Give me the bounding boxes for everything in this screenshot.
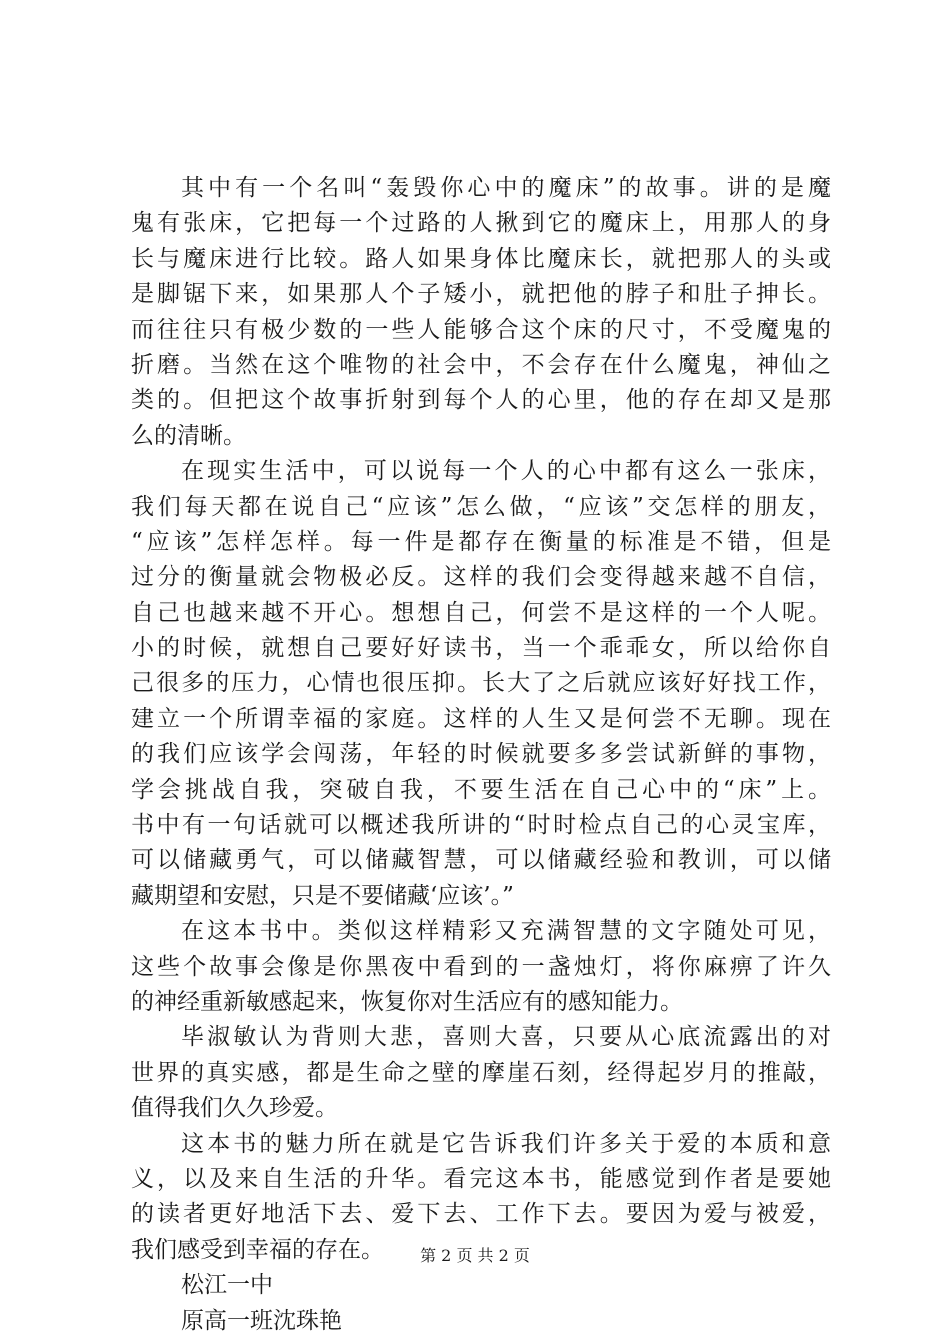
text-line: 可以储藏勇气，可以储藏智慧，可以储藏经验和教训，可以储 <box>131 847 831 874</box>
text-line: “应该”怎样怎样。每一件是都存在衡量的标准是不错，但是 <box>131 528 831 555</box>
text-line: 学会挑战自我，突破自我，不要生活在自己心中的“床”上。 <box>131 776 831 803</box>
text-line: 是脚锯下来，如果那人个子矮小，就把他的脖子和肚子抻长。 <box>131 281 831 308</box>
text-line: 过分的衡量就会物极必反。这样的我们会变得越来越不自信， <box>131 564 831 591</box>
page-footer: 第 2 页 共 2 页 <box>420 1246 530 1265</box>
document-body <box>131 171 831 1339</box>
text-line: 折磨。当然在这个唯物的社会中，不会存在什么魔鬼，神仙之 <box>131 351 831 378</box>
text-line: 建立一个所谓幸福的家庭。这样的人生又是何尝不无聊。现在 <box>131 705 831 732</box>
text-line: 的我们应该学会闯荡，年轻的时候就要多多尝试新鲜的事物， <box>131 741 831 768</box>
text-line: 世界的真实感，都是生命之壁的摩崖石刻，经得起岁月的推敲， <box>131 1059 831 1086</box>
text-line: 其中有一个名叫“轰毁你心中的魔床”的故事。讲的是魔 <box>181 175 831 201</box>
text-line: 松江一中 <box>181 1272 273 1299</box>
text-line: 原高一班沈珠艳 <box>181 1307 342 1334</box>
text-line: 义，以及来自生活的升华。看完这本书，能感觉到作者是要她 <box>131 1165 831 1192</box>
text-line: 值得我们久久珍爱。 <box>131 1095 338 1122</box>
text-line: 我们每天都在说自己“应该”怎么做，“应该”交怎样的朋友， <box>131 493 831 520</box>
text-line: 么的清晰。 <box>131 422 246 449</box>
text-line: 自己也越来越不开心。想想自己，何尝不是这样的一个人呢。 <box>131 599 831 626</box>
text-line: 在这本书中。类似这样精彩又充满智慧的文字随处可见， <box>181 918 831 945</box>
text-line: 这些个故事会像是你黑夜中看到的一盏烛灯，将你麻痹了许久 <box>131 953 831 980</box>
text-line: 的神经重新敏感起来，恢复你对生活应有的感知能力。 <box>131 988 683 1015</box>
text-line: 我们感受到幸福的存在。 <box>131 1236 384 1263</box>
text-line: 这本书的魅力所在就是它告诉我们许多关于爱的本质和意 <box>181 1130 831 1157</box>
text-line: 而往往只有极少数的一些人能够合这个床的尺寸，不受魔鬼的 <box>131 316 831 343</box>
text-line: 毕淑敏认为背则大悲，喜则大喜，只要从心底流露出的对 <box>181 1024 831 1051</box>
text-line: 书中有一句话就可以概述我所讲的“时时检点自己的心灵宝库， <box>131 812 831 839</box>
text-line: 己很多的压力，心情也很压抑。长大了之后就应该好好找工作， <box>131 670 831 697</box>
text-line: 长与魔床进行比较。路人如果身体比魔床长，就把那人的头或 <box>131 245 831 272</box>
text-line: 类的。但把这个故事折射到每个人的心里，他的存在却又是那 <box>131 387 831 414</box>
text-line: 小的时候，就想自己要好好读书，当一个乖乖女，所以给你自 <box>131 635 831 662</box>
text-line: 的读者更好地活下去、爱下去、工作下去。要因为爱与被爱， <box>131 1201 831 1228</box>
text-line: 鬼有张床，它把每一个过路的人揪到它的魔床上，用那人的身 <box>131 210 831 237</box>
text-line: 在现实生活中，可以说每一个人的心中都有这么一张床， <box>181 458 831 485</box>
text-line: 藏期望和安慰，只是不要储藏‘应该’。” <box>131 882 514 909</box>
